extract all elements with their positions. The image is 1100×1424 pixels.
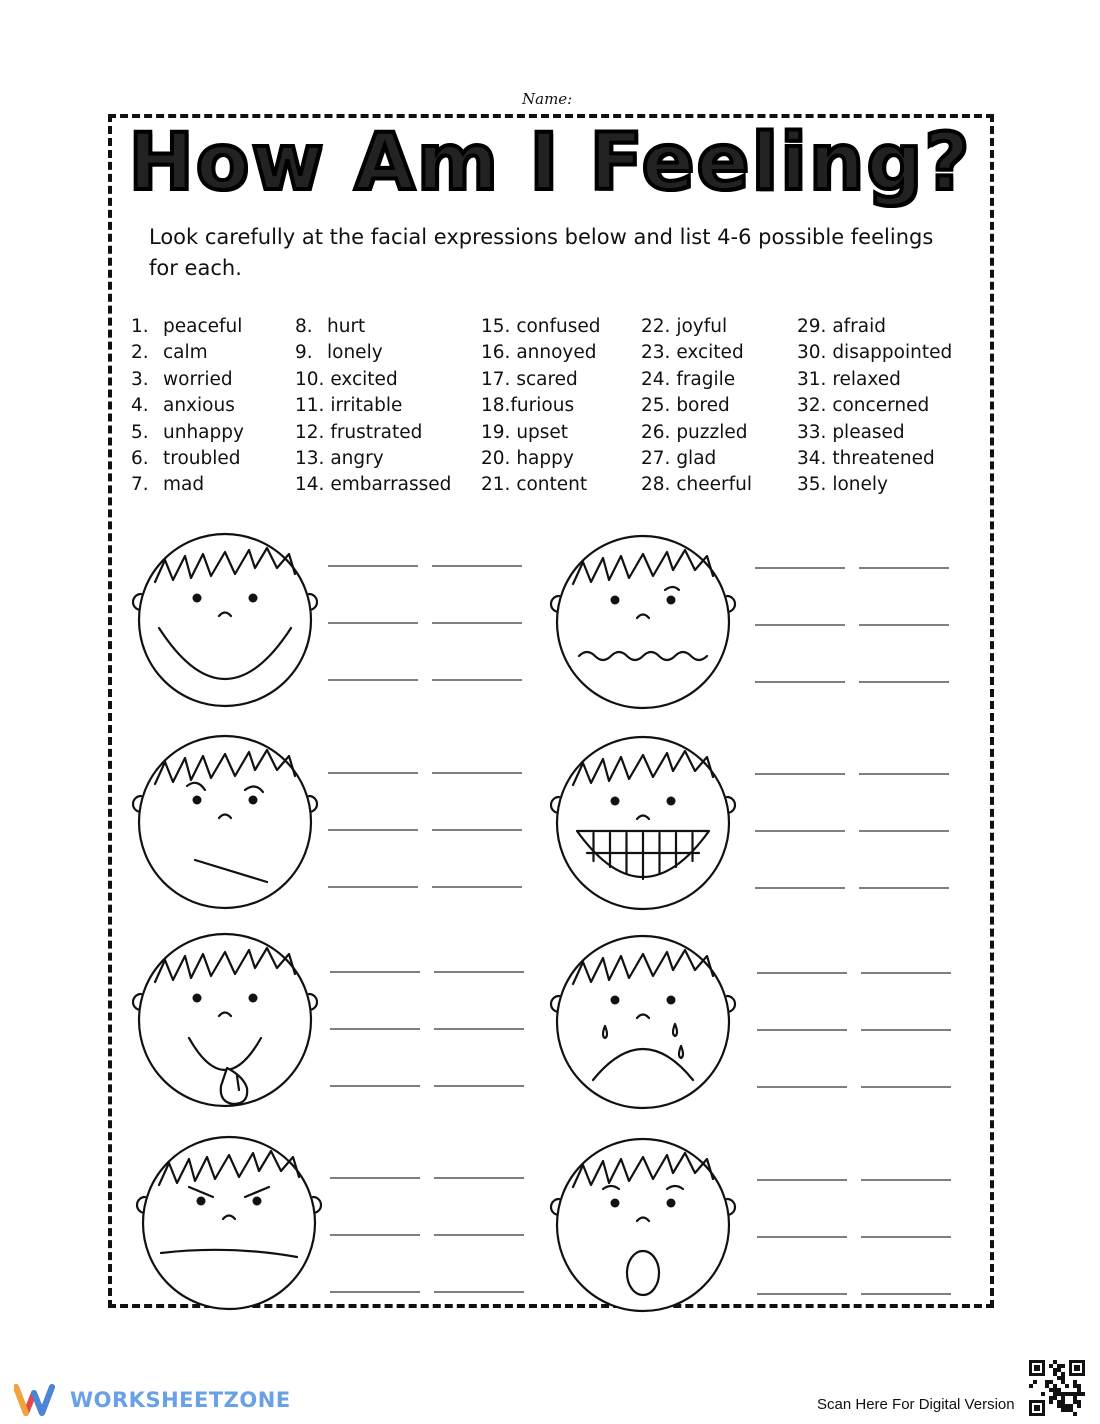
nervous-face-icon [551, 536, 735, 708]
feeling-number: 16. [481, 342, 511, 364]
feeling-label: joyful [676, 316, 728, 337]
answer-lines[interactable] [330, 972, 524, 1086]
feeling-label: hurt [327, 316, 366, 337]
feeling-label: troubled [163, 448, 241, 470]
feeling-label: unhappy [163, 421, 244, 443]
worksheetzone-logo [14, 1383, 291, 1417]
feeling-label: relaxed [832, 368, 901, 390]
answer-lines[interactable] [330, 1178, 524, 1292]
feeling-number: 8. [295, 316, 313, 337]
feeling-number: 20. [481, 448, 511, 470]
feeling-number: 19. [481, 421, 511, 443]
answer-lines[interactable] [328, 566, 522, 680]
feeling-label: excited [330, 368, 398, 390]
feeling-number: 24. [641, 368, 671, 390]
feeling-number: 4. [131, 395, 149, 417]
qr-code-icon[interactable] [1029, 1360, 1085, 1416]
feeling-label: content [516, 474, 588, 496]
feeling-label: lonely [327, 342, 383, 364]
feeling-label: worried [163, 368, 233, 390]
feeling-number: 30. [797, 342, 827, 364]
feeling-label: fragile [676, 368, 736, 390]
feeling-label: angry [330, 448, 384, 470]
surprised-face-icon [551, 1139, 735, 1311]
feeling-number: 21. [481, 474, 511, 496]
feeling-number: 5. [131, 421, 149, 443]
feeling-label: furious [510, 395, 575, 417]
feeling-number: 12. [295, 421, 325, 443]
worksheet-title: How Am I Feeling? [128, 118, 972, 208]
feeling-number: 32. [797, 395, 827, 417]
answer-lines[interactable] [755, 568, 949, 682]
feeling-label: afraid [832, 316, 886, 337]
worksheetzone-brand: WORKSHEETZONE [70, 1388, 291, 1412]
feeling-number: 31. [797, 368, 827, 390]
scan-text: Scan Here For Digital Version [817, 1396, 1015, 1413]
feeling-number: 34. [797, 448, 827, 470]
feeling-number: 27. [641, 448, 671, 470]
feeling-number: 17. [481, 368, 511, 390]
feeling-label: anxious [163, 395, 235, 417]
feeling-label: concerned [832, 395, 930, 417]
feeling-label: glad [676, 448, 717, 470]
feeling-label: embarrassed [330, 474, 452, 496]
feeling-number: 11. [295, 395, 325, 417]
silly-face-icon [133, 934, 317, 1106]
feeling-number: 29. [797, 316, 827, 337]
feeling-label: confused [516, 316, 601, 337]
feeling-label: calm [163, 342, 208, 364]
feeling-number: 6. [131, 448, 149, 470]
answer-lines[interactable] [328, 773, 522, 887]
feeling-number: 10. [295, 368, 325, 390]
feeling-label: pleased [832, 421, 905, 443]
answer-lines[interactable] [757, 1180, 951, 1294]
instructions: Look carefully at the facial expressions below and list 4-6 possible feelings for each. [149, 225, 934, 280]
worried-face-icon [133, 736, 317, 908]
feeling-number: 33. [797, 421, 827, 443]
feeling-label: happy [516, 448, 574, 470]
feeling-label: lonely [832, 474, 888, 496]
feeling-number: 3. [131, 368, 149, 390]
feeling-number: 2. [131, 342, 149, 364]
feeling-number: 18. [481, 395, 511, 417]
feeling-label: peaceful [163, 316, 243, 337]
feeling-number: 7. [131, 474, 149, 496]
name-label: Name: [522, 90, 573, 108]
feeling-label: cheerful [676, 474, 752, 496]
feeling-number: 22. [641, 316, 671, 337]
feeling-label: scared [516, 368, 578, 390]
feeling-number: 9. [295, 342, 313, 364]
worksheetzone-w-icon [14, 1383, 62, 1417]
feeling-label: bored [676, 395, 730, 417]
grinning-face-icon [551, 737, 735, 909]
feeling-number: 26. [641, 421, 671, 443]
answer-lines[interactable] [757, 973, 951, 1087]
feeling-number: 15. [481, 316, 511, 337]
feeling-label: disappointed [832, 342, 953, 364]
feeling-label: puzzled [676, 421, 748, 443]
feeling-number: 1. [131, 316, 149, 337]
feeling-label: excited [676, 342, 744, 364]
feeling-label: threatened [832, 448, 935, 470]
crying-face-icon [551, 936, 735, 1108]
feeling-label: mad [163, 474, 205, 496]
feeling-number: 25. [641, 395, 671, 417]
feeling-label: irritable [330, 395, 403, 417]
angry-face-icon [137, 1137, 321, 1309]
answer-lines[interactable] [755, 774, 949, 888]
smiling-face-icon [133, 534, 317, 706]
feeling-label: frustrated [330, 421, 423, 443]
feeling-number: 14. [295, 474, 325, 496]
feeling-label: upset [516, 421, 569, 443]
feeling-number: 28. [641, 474, 671, 496]
feeling-number: 13. [295, 448, 325, 470]
feeling-label: annoyed [516, 342, 597, 364]
feeling-number: 23. [641, 342, 671, 364]
feeling-number: 35. [797, 474, 827, 496]
